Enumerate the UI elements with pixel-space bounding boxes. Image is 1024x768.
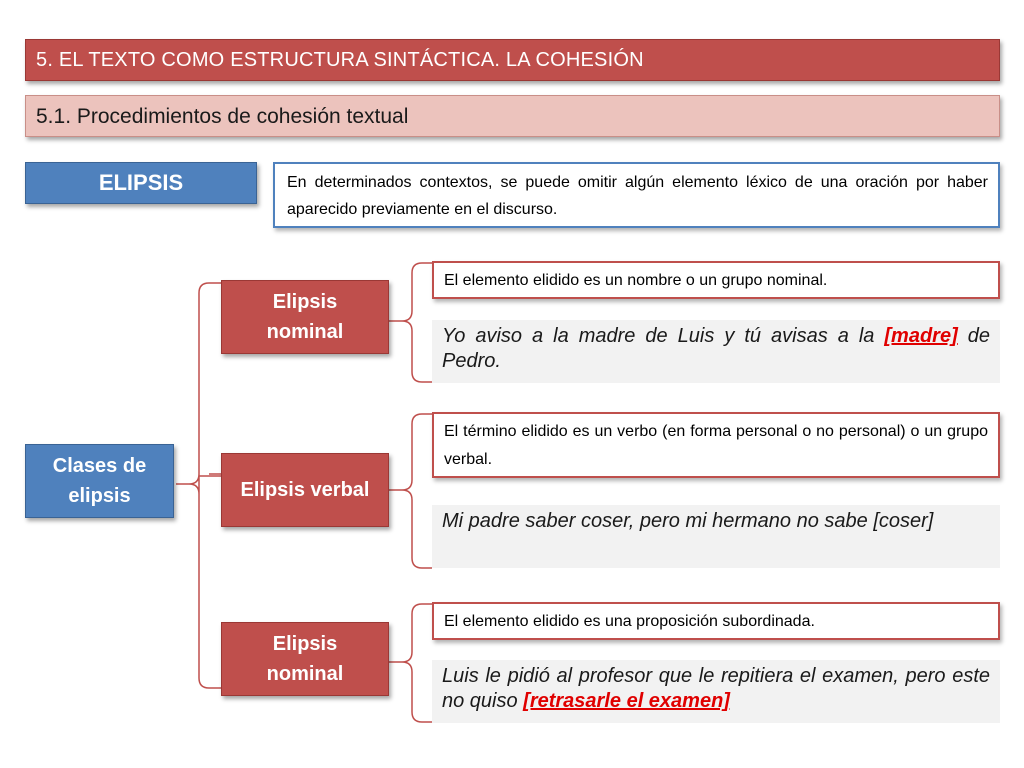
- example-box-3: [432, 660, 1000, 723]
- rule-box-1: [432, 261, 1000, 299]
- branch-label-line-2: nominal: [266, 663, 344, 685]
- branch-label-line-1: Elipsis verbal: [240, 479, 370, 501]
- brace-branch-3: [389, 604, 432, 722]
- branch-node-3: [221, 622, 389, 696]
- brace-branch-1: [389, 263, 432, 382]
- branch-label-line-2: nominal: [266, 321, 344, 343]
- branch-label-line-1: Elipsis: [272, 633, 338, 655]
- example-box-1: [432, 320, 1000, 383]
- root-line-1: Clases de: [52, 455, 147, 477]
- main-brace: [176, 283, 221, 688]
- branch-node-2: [221, 453, 389, 527]
- section-title: 5. EL TEXTO COMO ESTRUCTURA SINTÁCTICA. LA COHESIÓN: [25, 39, 1000, 81]
- term-label: ELIPSIS: [98, 170, 184, 195]
- rule-text: El elemento elidido es una proposición subordinada.: [444, 613, 815, 630]
- root-node-clases-de-elipsis: [25, 444, 174, 518]
- rule-text: El elemento elidido es un nombre o un grupo nominal.: [444, 272, 828, 289]
- rule-box-2: [432, 412, 1000, 478]
- branch-label-line-1: Elipsis: [272, 291, 338, 313]
- branch-node-1: [221, 280, 389, 354]
- section-subtitle: 5.1. Procedimientos de cohesión textual: [25, 95, 1000, 137]
- definition-text: En determinados contextos, se puede omitir algún elemento léxico de una oración por haber aparecido previamente en el discurso.: [287, 174, 988, 218]
- elided-highlight: [madre]: [884, 325, 958, 347]
- example-text-tail: de Pedro.: [442, 325, 990, 372]
- elided-highlight: [retrasarle el examen]: [523, 690, 730, 712]
- example-text: Yo aviso a la madre de Luis y tú avisas a la: [442, 325, 885, 347]
- brace-branch-2: [389, 414, 432, 568]
- example-text: Mi padre saber coser, pero mi hermano no sabe [coser]: [442, 510, 934, 532]
- rule-box-3: [432, 602, 1000, 640]
- example-box-2: [432, 505, 1000, 568]
- rule-text: El término elidido es un verbo (en forma personal o no personal) o un grupo verbal.: [444, 423, 988, 468]
- root-line-2: elipsis: [68, 485, 131, 507]
- example-text: Luis le pidió al profesor que le repitiera el examen, pero este no quiso: [442, 665, 990, 712]
